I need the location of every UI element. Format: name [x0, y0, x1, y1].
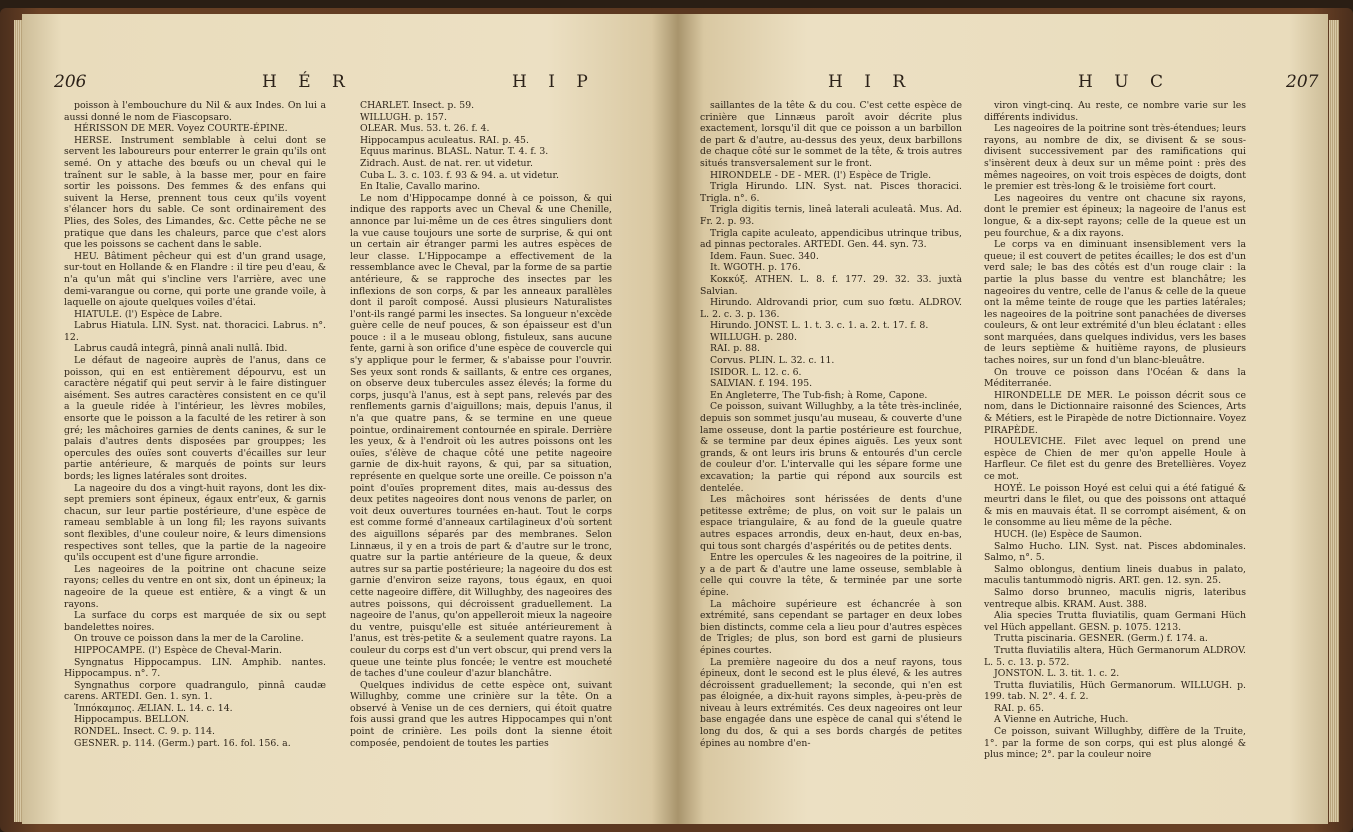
- text-column-left: [700, 100, 962, 749]
- paragraph: Idem. Faun. Suec. 340.: [710, 250, 819, 262]
- paragraph: HERSE. Instrument semblable à celui dont se servent les laboureurs pour enterrer le grain qu'ils ont semé. On y attache des bœufs ou un cheval qui le traînent sur le sable, à la basse mer, pour en faire sortir les poissons. Des femmes & des enfans qui suivent la Herse, prennent tous ceux qu'ils voyent s'élancer hors du sable. Ce sont ordinairement des Plies, des Soles, des Limandes, &c. Cette pêche ne se pratique que dans les chaleurs, parce que c'est alors que les poissons se cachent dans le sable.: [64, 134, 326, 251]
- paragraph: It. WGOTH. p. 176.: [710, 262, 801, 274]
- paragraph: RONDEL. Insect. C. 9. p. 114.: [74, 726, 215, 738]
- paragraph: WILLUGH. p. 157.: [360, 111, 447, 123]
- paragraph: Corvus. PLIN. L. 32. c. 11.: [710, 355, 835, 367]
- running-header-left: H É R: [262, 72, 353, 92]
- paragraph: La première nageoire du dos a neuf rayons, tous épineux, dont le second est le plus élevé, & les autres décroissent graduellement; la seconde, qui n'en est pas éloignée, a dix-huit rayons simples, à-peu-près de niveau à leurs extrémités. Ces deux nageoires ont leur base engagée dans une espèce de canal qui s'étend le long du dos, & qui a ses bords chargés de petites épines au nombre d'en-: [700, 656, 962, 749]
- paragraph: Salmo oblongus, dentium lineis duabus in palato, maculis tantummodò nigris. ART. gen. 12. syn. 25.: [984, 563, 1246, 587]
- paragraph: HOYÉ. Le poisson Hoyé est celui qui a été fatigué & meurtri dans le filet, ou que des poissons ont attaqué & mis en mauvais état. Il se corrompt aisément, & on le consomme au lieu même de la pêche.: [984, 482, 1246, 529]
- running-header-right: H U C: [1078, 72, 1171, 92]
- paragraph: Les mâchoires sont hérissées de dents d'une petitesse extrême; de plus, on voit sur le palais un espace triangulaire, & au fond de la gueule quatre autres espaces arrondis, deux en-haut, deux en-bas, qui tous sont chargés d'aspérités ou de petites dents.: [700, 494, 962, 552]
- running-header-left: H I R: [828, 72, 914, 92]
- paragraph: Les nageoires du ventre ont chacune six rayons, dont le premier est épineux; la nageoire de l'anus est longue, & a dix-sept rayons; celle de la queue est un peu fourchue, & a dix rayons.: [984, 192, 1246, 239]
- paragraph: Trigla Hirundo. LIN. Syst. nat. Pisces thoracici. Trigla. n°. 6.: [700, 181, 962, 204]
- paragraph: La surface du corps est marquée de six ou sept bandelettes noires.: [64, 610, 326, 633]
- paragraph: Syngnatus Hippocampus. LIN. Amphib. nantes. Hippocampus. n°. 7.: [64, 656, 326, 680]
- paragraph: On trouve ce poisson dans l'Océan & dans la Méditerranée.: [984, 366, 1246, 390]
- paragraph: Le nom d'Hippocampe donné à ce poisson, & qui indique des rapports avec un Cheval & une Chenille, annonce par lui-même un de ces êtres singuliers dont la vue cause toujours une sorte de surprise, & qui ont un certain air étranger parmi les autres espèces de leur classe. L'Hippocampe a effectivement de la ressemblance avec le Cheval, par la forme de sa partie antérieure, & se rapproche des insectes par les inflexions de son corps, & par les anneaux parallèles dont il paroît composé. Aussi plusieurs Naturalistes l'ont-ils rangé parmi les insectes. Sa longueur n'excède guère celle de neuf pouces, & son épaisseur est d'un pouce : il a le museau oblong, fistuleux, sans aucune fente, garni à son orifice d'une espèce de couvercle qui s'y applique pour le fermer, & s'abaisse pour l'ouvrir. Ses yeux sont ronds & saillants, & entre ces organes, on observe deux tubercules assez élevés; la forme du corps, jusqu'à l'anus, est à sept pans, relevés par des renflements garnis d'aiguillons; mais, depuis l'anus, il n'a que quatre pans, & se termine en une queue pointue, ordinairement contournée en spirale. Derrière les yeux, & à l'endroit où les autres poissons ont les ouïes, s'élève de chaque côté une petite nageoire garnie de dix-huit rayons, & qui, par sa situation, représente en quelque sorte une oreille. Ce poisson n'a point d'ouïes proprement dites, mais au-dessus des deux petites nageoires dont nous venons de parler, on voit deux ouvertures tournées en-haut. Tout le corps est comme formé d'anneaux cartilagineux d'où sortent des aiguillons séparés par des membranes. Selon Linnæus, il y en a trois de part & d'autre sur le tronc, quatre sur la partie antérieure de la queue, & deux autres sur sa partie postérieure; la nageoire du dos est garnie d'environ seize rayons, tous égaux, en quoi cette nageoire diffère, dit Willughby, des nageoires des autres poissons, qui décroissent graduellement. La nageoire de l'anus, qu'on appelleroit mieux la nageoire du ventre, puisqu'elle est située antérieurement à l'anus, est très-petite & a seulement quatre rayons. La couleur du corps est d'un vert obscur, qui prend vers la queue une teinte plus foncée; le ventre est moucheté de taches d'une couleur d'azur blanchâtre.: [350, 192, 612, 680]
- paragraph: Labrus Hiatula. LIN. Syst. nat. thoracici. Labrus. n°. 12.: [64, 320, 326, 343]
- paragraph: Trutta piscinaria. GESNER. (Germ.) f. 174. a.: [994, 633, 1208, 645]
- paragraph: ISIDOR. L. 12. c. 6.: [710, 366, 802, 378]
- paragraph: Salmo Hucho. LIN. Syst. nat. Pisces abdominales. Salmo, n°. 5.: [984, 540, 1246, 564]
- paragraph: En Angleterre, The Tub-fish; à Rome, Capone.: [710, 389, 928, 401]
- paragraph: Les nageoires de la poitrine ont chacune seize rayons; celles du ventre en ont six, dont un épineux; la nageoire de la queue est entière, & a vingt & un rayons.: [64, 563, 326, 610]
- paragraph: La nageoire du dos a vingt-huit rayons, dont les dix-sept premiers sont épineux, égaux entr'eux, & garnis chacun, sur leur partie postérieure, d'une espèce de rameau semblable à un long fil; les rayons suivants sont flexibles, d'une couleur noire, & leurs dimensions respectives sont telles, que la partie de la nageoire qu'ils occupent est d'une figure arrondie.: [64, 482, 326, 564]
- paragraph: Trigla digitis ternis, lineâ laterali aculeatâ. Mus. Ad. Fr. 2. p. 93.: [700, 204, 962, 227]
- paragraph: Ce poisson, suivant Willughby, a la tête très-inclinée, depuis son sommet jusqu'au museau, & couverte d'une lame osseuse, dont la partie postérieure est fourchue, & se termine par deux épines aiguës. Les yeux sont grands, & ont leurs iris bruns & entourés d'un cercle de couleur d'or. L'intervalle qui les sépare forme une excavation; la partie qui répond aux sourcils est dentelée.: [700, 401, 962, 494]
- paragraph: Syngnathus corpore quadrangulo, pinnâ caudæ carens. ARTEDI. Gen. 1. syn. 1.: [64, 679, 326, 703]
- paragraph: Le défaut de nageoire auprès de l'anus, dans ce poisson, qui en est entièrement dépourvu, est un caractère négatif qui peut servir à le faire distinguer aisément. Ses autres caractères consistent en ce qu'il a la gueule ridée à l'intérieur, les lèvres mobiles, ensorte que le poisson a la faculté de les retirer à son gré; les mâchoires garnies de dents canines, & sur le palais d'autres dents disposées par grouppes; les opercules des ouïes sont couverts d'écailles sur leur partie antérieure, & marqués de points sur leurs bords; les lignes latérales sont droites.: [64, 355, 326, 482]
- paragraph: Cuba L. 3. c. 103. f. 93 & 94. a. ut videtur.: [360, 169, 559, 181]
- paragraph: Trigla capite aculeato, appendicibus utrinque tribus, ad pinnas pectorales. ARTEDI. Gen. 44. syn. 73.: [700, 227, 962, 251]
- paragraph: Salmo dorso brunneo, maculis nigris, lateribus ventreque albis. KRAM. Aust. 388.: [984, 586, 1246, 610]
- paragraph: Hippocampus aculeatus. RAI. p. 45.: [360, 134, 529, 146]
- paragraph: En Italie, Cavallo marino.: [360, 181, 481, 193]
- paragraph: SALVIAN. f. 194. 195.: [710, 378, 813, 390]
- text-column-right: [984, 100, 1246, 761]
- paragraph: GESNER. p. 114. (Germ.) part. 16. fol. 156. a.: [74, 737, 291, 749]
- paragraph: HIATULE. (l') Espèce de Labre.: [74, 308, 223, 320]
- paragraph: WILLUGH. p. 280.: [710, 331, 797, 343]
- paragraph: A Vienne en Autriche, Huch.: [994, 714, 1129, 726]
- paragraph: Labrus caudâ integrâ, pinnâ anali nullâ. Ibid.: [74, 343, 288, 355]
- paragraph: OLEAR. Mus. 53. t. 26. f. 4.: [360, 123, 490, 135]
- text-column-right: [350, 100, 612, 749]
- right-page: [678, 14, 1328, 824]
- paragraph: HÉRISSON DE MER. Voyez COURTE-ÉPINE.: [74, 123, 288, 135]
- page-number: 207: [1286, 72, 1319, 92]
- text-column-left: [64, 100, 326, 749]
- running-header-right: H I P: [512, 72, 596, 92]
- paragraph: Ce poisson, suivant Willughby, diffère de la Truite, 1°. par la forme de son corps, qui est plus alongé & plus mince; 2°. par la couleur noire: [984, 726, 1246, 761]
- paragraph: Alia species Trutta fluviatilis, quam Germani Hüch vel Hüch appellant. GESN. p. 1075. 1213.: [984, 610, 1246, 633]
- paragraph: Quelques individus de cette espèce ont, suivant Willughby, comme une crinière sur la tête. On a observé à Venise un de ces derniers, qui étoit quatre fois aussi grand que les autres Hippocampes qui n'ont point de crinière. Les poils dont la sienne étoit composée, pendoient de toutes les parties: [350, 679, 612, 749]
- paragraph: RAI. p. 88.: [710, 343, 760, 355]
- right-page-edges: [1329, 20, 1339, 822]
- paragraph: Les nageoires de la poitrine sont très-étendues; leurs rayons, au nombre de dix, se divisent & se sous-divisent successivement par des ramifications qui s'insèrent deux à deux sur un même point : près des mêmes nageoires, on voit trois espèces de doigts, dont le premier est très-long & le troisième fort court.: [984, 123, 1246, 193]
- paragraph: HEU. Bâtiment pêcheur qui est d'un grand usage, sur-tout en Hollande & en Flandre : il tire peu d'eau, & n'a qu'un mât qui s'incline vers l'arrière, avec une demi-varangue ou corne, qui porte une grande voile, à laquelle on ajoute quelques voiles d'étai.: [64, 250, 326, 309]
- paragraph: HUCH. (le) Espèce de Saumon.: [994, 528, 1143, 540]
- paragraph: HIPPOCAMPE. (l') Espèce de Cheval-Marin.: [74, 644, 282, 656]
- paragraph: RAI. p. 65.: [994, 702, 1044, 714]
- paragraph: viron vingt-cinq. Au reste, ce nombre varie sur les différents individus.: [984, 100, 1246, 123]
- paragraph: HIRONDELE - DE - MER. (l') Espèce de Trigle.: [710, 169, 932, 181]
- paragraph: Hirundo. JONST. L. 1. t. 3. c. 1. a. 2. t. 17. f. 8.: [710, 320, 929, 332]
- paragraph: poisson à l'embouchure du Nil & aux Indes. On lui a aussi donné le nom de Fiascopsaro.: [64, 100, 326, 123]
- paragraph: CHARLET. Insect. p. 59.: [360, 100, 475, 111]
- paragraph: Ἱππόκαμπος. ÆLIAN. L. 14. c. 14.: [74, 702, 233, 714]
- paragraph: Κοκκύξ. ATHEN. L. 8. f. 177. 29. 32. 33. juxtà Salvian.: [700, 273, 962, 297]
- paragraph: Hirundo. Aldrovandi prior, cum suo fœtu. ALDROV. L. 2. c. 3. p. 136.: [700, 297, 962, 320]
- paragraph: Trutta fluviatilis, Hüch Germanorum. WILLUGH. p. 199. tab. N. 2°. 4. f. 2.: [984, 679, 1246, 703]
- paragraph: Le corps va en diminuant insensiblement vers la queue; il est couvert de petites écailles; le dos est d'un verd sale; le bas des côtés est d'un rouge clair : la partie la plus basse du ventre est blanchâtre; les nageoires du ventre, celle de l'anus & celle de la queue ont la même teinte de rouge que les parties latérales; les nageoires de la poitrine sont panachées de diverses couleurs, & ont leur extrémité d'un bleu éclatant : elles sont marquées, dans quelques individus, vers les bases de leurs septième & huitième rayons, de plusieurs taches noires, sur un fond d'un blanc-bleuâtre.: [984, 239, 1246, 367]
- paragraph: Entre les opercules & les nageoires de la poitrine, il y a de part & d'autre une lame osseuse, semblable à celle qui couvre la tête, & terminée par une sorte épine.: [700, 552, 962, 598]
- left-page: [22, 14, 678, 824]
- paragraph: HOULEVICHE. Filet avec lequel on prend une espèce de Chien de mer qu'on appelle Houle à Harfleur. Ce filet est du genre des Bretellières. Voyez ce mot.: [984, 436, 1246, 482]
- paragraph: Trutta fluviatilis altera, Hüch Germanorum ALDROV. L. 5. c. 13. p. 572.: [984, 644, 1246, 668]
- paragraph: On trouve ce poisson dans la mer de la Caroline.: [74, 633, 304, 645]
- paragraph: La mâchoire supérieure est échancrée à son extrémité, sans cependant se partager en deux lobes bien distincts, comme cela a lieu pour d'autres espèces de Trigles; de plus, son bord est garni de plusieurs épines courtes.: [700, 598, 962, 656]
- paragraph: Equus marinus. BLASL. Natur. T. 4. f. 3.: [360, 146, 549, 158]
- paragraph: HIRONDELLE DE MER. Le poisson décrit sous ce nom, dans le Dictionnaire raisonné des Sciences, Arts & Métiers, est le Pirapède de notre Dictionnaire. Voyez PIRAPÈDE.: [984, 389, 1246, 436]
- paragraph: saillantes de la tête & du cou. C'est cette espèce de crinière que Linnæus paroît avoir décrite plus exactement, lorsqu'il dit que ce poisson a un barbillon de part & d'autre, au-dessus des yeux, deux barbillons de chaque côté sur le sommet de la tête, & trois autres situés transversalement sur le front.: [700, 100, 962, 169]
- paragraph: Hippocampus. BELLON.: [74, 714, 189, 726]
- paragraph: Zidrach. Aust. de nat. rer. ut videtur.: [360, 157, 533, 169]
- paragraph: JONSTON. L. 3. tit. 1. c. 2.: [994, 668, 1120, 680]
- page-number: 206: [54, 72, 87, 92]
